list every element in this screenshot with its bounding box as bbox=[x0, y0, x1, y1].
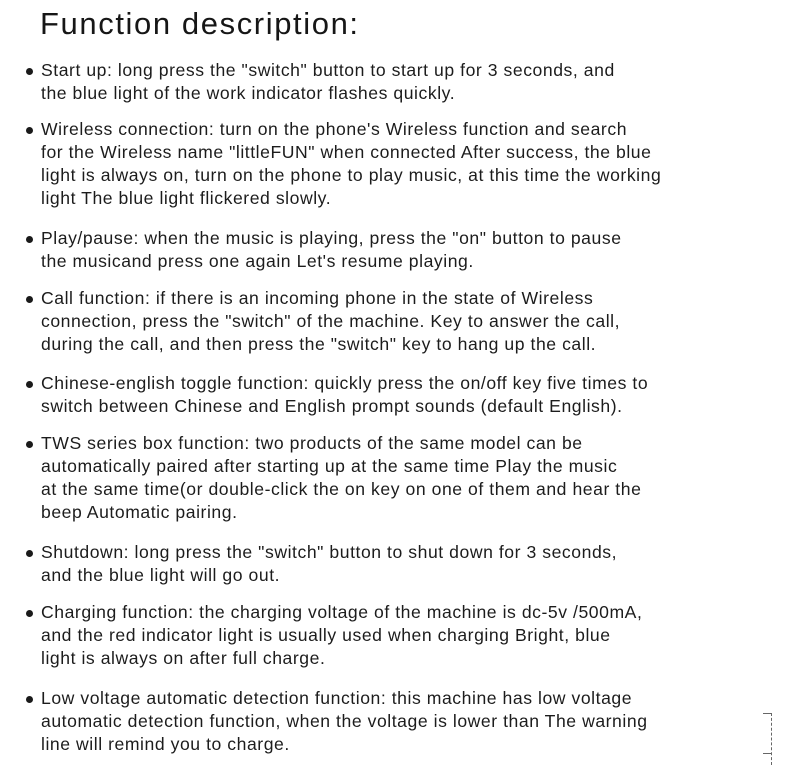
bullet-icon bbox=[26, 127, 33, 134]
item-text-line: and the red indicator light is usually used when charging Bright, blue bbox=[41, 625, 611, 645]
bullet-icon bbox=[26, 550, 33, 557]
item-text-line: the musicand press one again Let's resume playing. bbox=[41, 251, 474, 271]
item-text-line: light is always on after full charge. bbox=[41, 648, 326, 668]
item-text-line: automatic detection function, when the voltage is lower than The warning bbox=[41, 711, 648, 731]
bullet-icon bbox=[26, 381, 33, 388]
item-text-line: during the call, and then press the "switch" key to hang up the call. bbox=[41, 334, 597, 354]
bullet-icon bbox=[26, 441, 33, 448]
item-text-line: Low voltage automatic detection function: this machine has low voltage bbox=[41, 688, 633, 708]
item-text-line: connection, press the "switch" of the machine. Key to answer the call, bbox=[41, 311, 621, 331]
item-text-line: for the Wireless name "littleFUN" when connected After success, the blue bbox=[41, 142, 652, 162]
bullet-icon bbox=[26, 696, 33, 703]
item-text-line: light The blue light flickered slowly. bbox=[41, 188, 332, 208]
item-text-line: switch between Chinese and English prompt sounds (default English). bbox=[41, 396, 623, 416]
bullet-icon bbox=[26, 68, 33, 75]
bullet-icon bbox=[26, 610, 33, 617]
item-text-line: Call function: if there is an incoming phone in the state of Wireless bbox=[41, 288, 594, 308]
crop-mark-tick bbox=[763, 713, 771, 714]
item-text-line: the blue light of the work indicator flashes quickly. bbox=[41, 83, 456, 103]
item-text-line: Shutdown: long press the "switch" button to shut down for 3 seconds, bbox=[41, 542, 618, 562]
item-text-line: automatically paired after starting up at the same time Play the music bbox=[41, 456, 618, 476]
item-text-line: TWS series box function: two products of the same model can be bbox=[41, 433, 583, 453]
item-text-line: light is always on, turn on the phone to play music, at this time the working bbox=[41, 165, 662, 185]
item-text-line: at the same time(or double-click the on key on one of them and hear the bbox=[41, 479, 642, 499]
item-text-line: Play/pause: when the music is playing, press the "on" button to pause bbox=[41, 228, 622, 248]
item-text-line: beep Automatic pairing. bbox=[41, 502, 238, 522]
page-title: Function description: bbox=[40, 6, 360, 41]
bullet-icon bbox=[26, 236, 33, 243]
crop-mark-tick bbox=[763, 753, 771, 754]
item-text-line: Chinese-english toggle function: quickly press the on/off key five times to bbox=[41, 373, 649, 393]
item-text-line: Charging function: the charging voltage of the machine is dc-5v /500mA, bbox=[41, 602, 643, 622]
item-text-line: Start up: long press the "switch" button to start up for 3 seconds, and bbox=[41, 60, 615, 80]
item-text-line: line will remind you to charge. bbox=[41, 734, 290, 754]
item-text-line: and the blue light will go out. bbox=[41, 565, 281, 585]
item-text-line: Wireless connection: turn on the phone's Wireless function and search bbox=[41, 119, 628, 139]
crop-mark bbox=[763, 713, 772, 765]
bullet-icon bbox=[26, 296, 33, 303]
